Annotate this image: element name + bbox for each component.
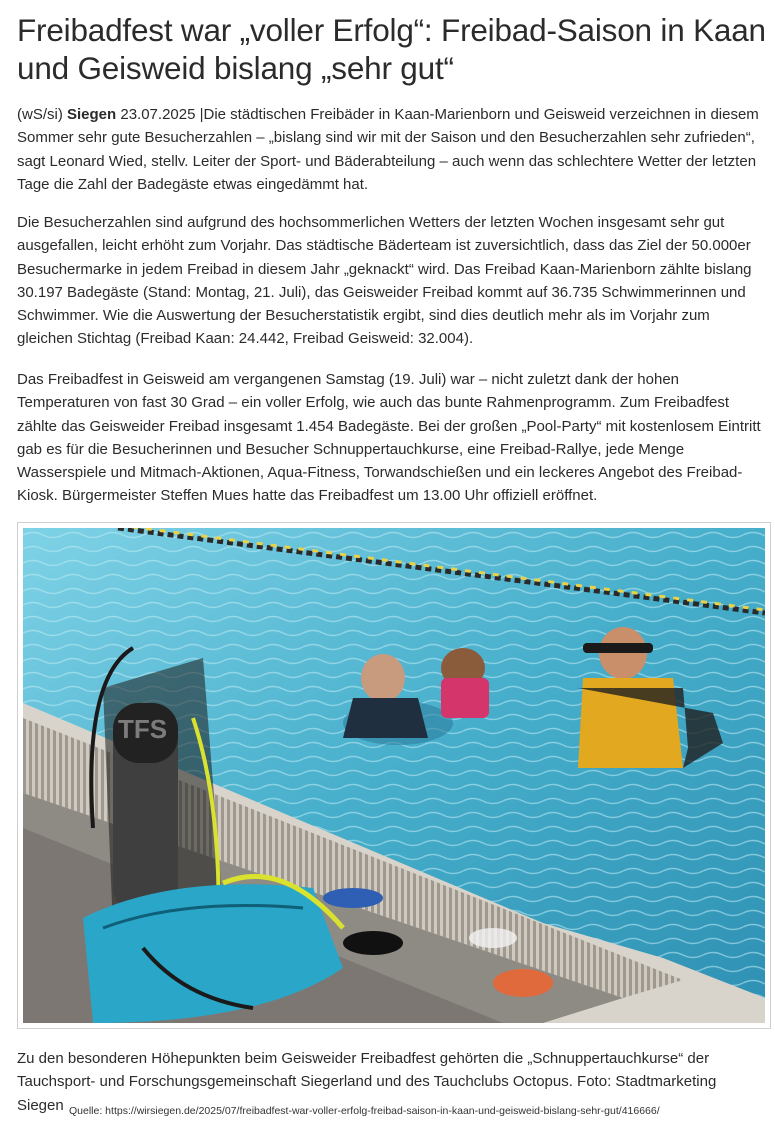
photo-caption: Zu den besonderen Höhepunkten beim Geisweider Freibadfest gehörten die „Schnuppertauchkurse“ der Tauchsport- und Forschungsgemeinschaft Siegerland und des Tauchclubs Octopus. Foto: Stadtmarketing Siegen <box>17 1050 717 1114</box>
article-title: Freibadfest war „voller Erfolg“: Freibad-Saison in Kaan und Geisweid bislang „sehr gut“ <box>17 12 766 86</box>
article-paragraph: Das Freibadfest in Geisweid am vergangenen Samstag (19. Juli) war – nicht zuletzt dank der hohen Temperaturen von fast 30 Grad – ein voller Erfolg, wie auch das bunte Rahmenprogramm. Zum Freibadfest zählte das Geisweider Freibad insgesamt 1.454 Badegäste. Bei der großen „Pool-Party“ mit kostenlosem Eintritt gab es für die Besucherinnen und Besucher Schnuppertauchkurse, eine Freibad-Rallye, jede Menge Wasserspiele und Mitmach-Aktionen, Aqua-Fitness, Torwandschießen und ein leckeres Angebot des Freibad-Kiosk. Bürgermeister Steffen Mues hatte das Freibadfest um 13.00 Uhr offiziell eröffnet. <box>17 371 761 505</box>
article-paragraph-lead <box>17 103 767 196</box>
source-link[interactable]: Quelle: https://wirsiegen.de/2025/07/freibadfest-war-voller-erfolg-freibad-saison-in-kaan-und-geisweid-bislang-sehr-gut/416666/ <box>69 1105 660 1117</box>
dateline-prefix: (wS/si) <box>17 106 63 123</box>
article-figure <box>17 522 771 1029</box>
paragraph-text: |Die städtischen Freibäder in Kaan-Marienborn und Geisweid verzeichnen in diesem Sommer sehr gute Besucherzahlen – „bislang sind wir mit der Saison und den Besucherzahlen sehr zufrieden“, sagt Leonard Wied, stellv. Leiter der Sport- und Bäderabteilung – auch wenn das schlechtere Wetter der letzten Tage die Zahl der Badegäste etwas eingedämmt hat. <box>17 106 759 193</box>
dateline-date: 23.07.2025 <box>120 106 196 123</box>
pool-diving-photo[interactable] <box>23 528 765 1023</box>
article-paragraph: Die Besucherzahlen sind aufgrund des hochsommerlichen Wetters der letzten Wochen insgesamt sehr gut ausgefallen, leicht erhöht zum Vorjahr. Das städtische Bäderteam ist zuversichtlich, dass das Ziel der 50.000er Besuchermarke in jedem Freibad in diesem Jahr „geknackt“ wird. Das Freibad Kaan-Marienborn zählte bislang 30.197 Badegäste (Stand: Montag, 21. Juli), das Geisweider Freibad kommt auf 36.735 Schwimmerinnen und Schwimmer. Wie die Auswertung der Besucherstatistik ergibt, sind dies deutlich mehr als im Vorjahr zum gleichen Stichtag (Freibad Kaan: 24.442, Freibad Geisweid: 32.004). <box>17 214 752 348</box>
dateline-location: Siegen <box>67 106 117 123</box>
